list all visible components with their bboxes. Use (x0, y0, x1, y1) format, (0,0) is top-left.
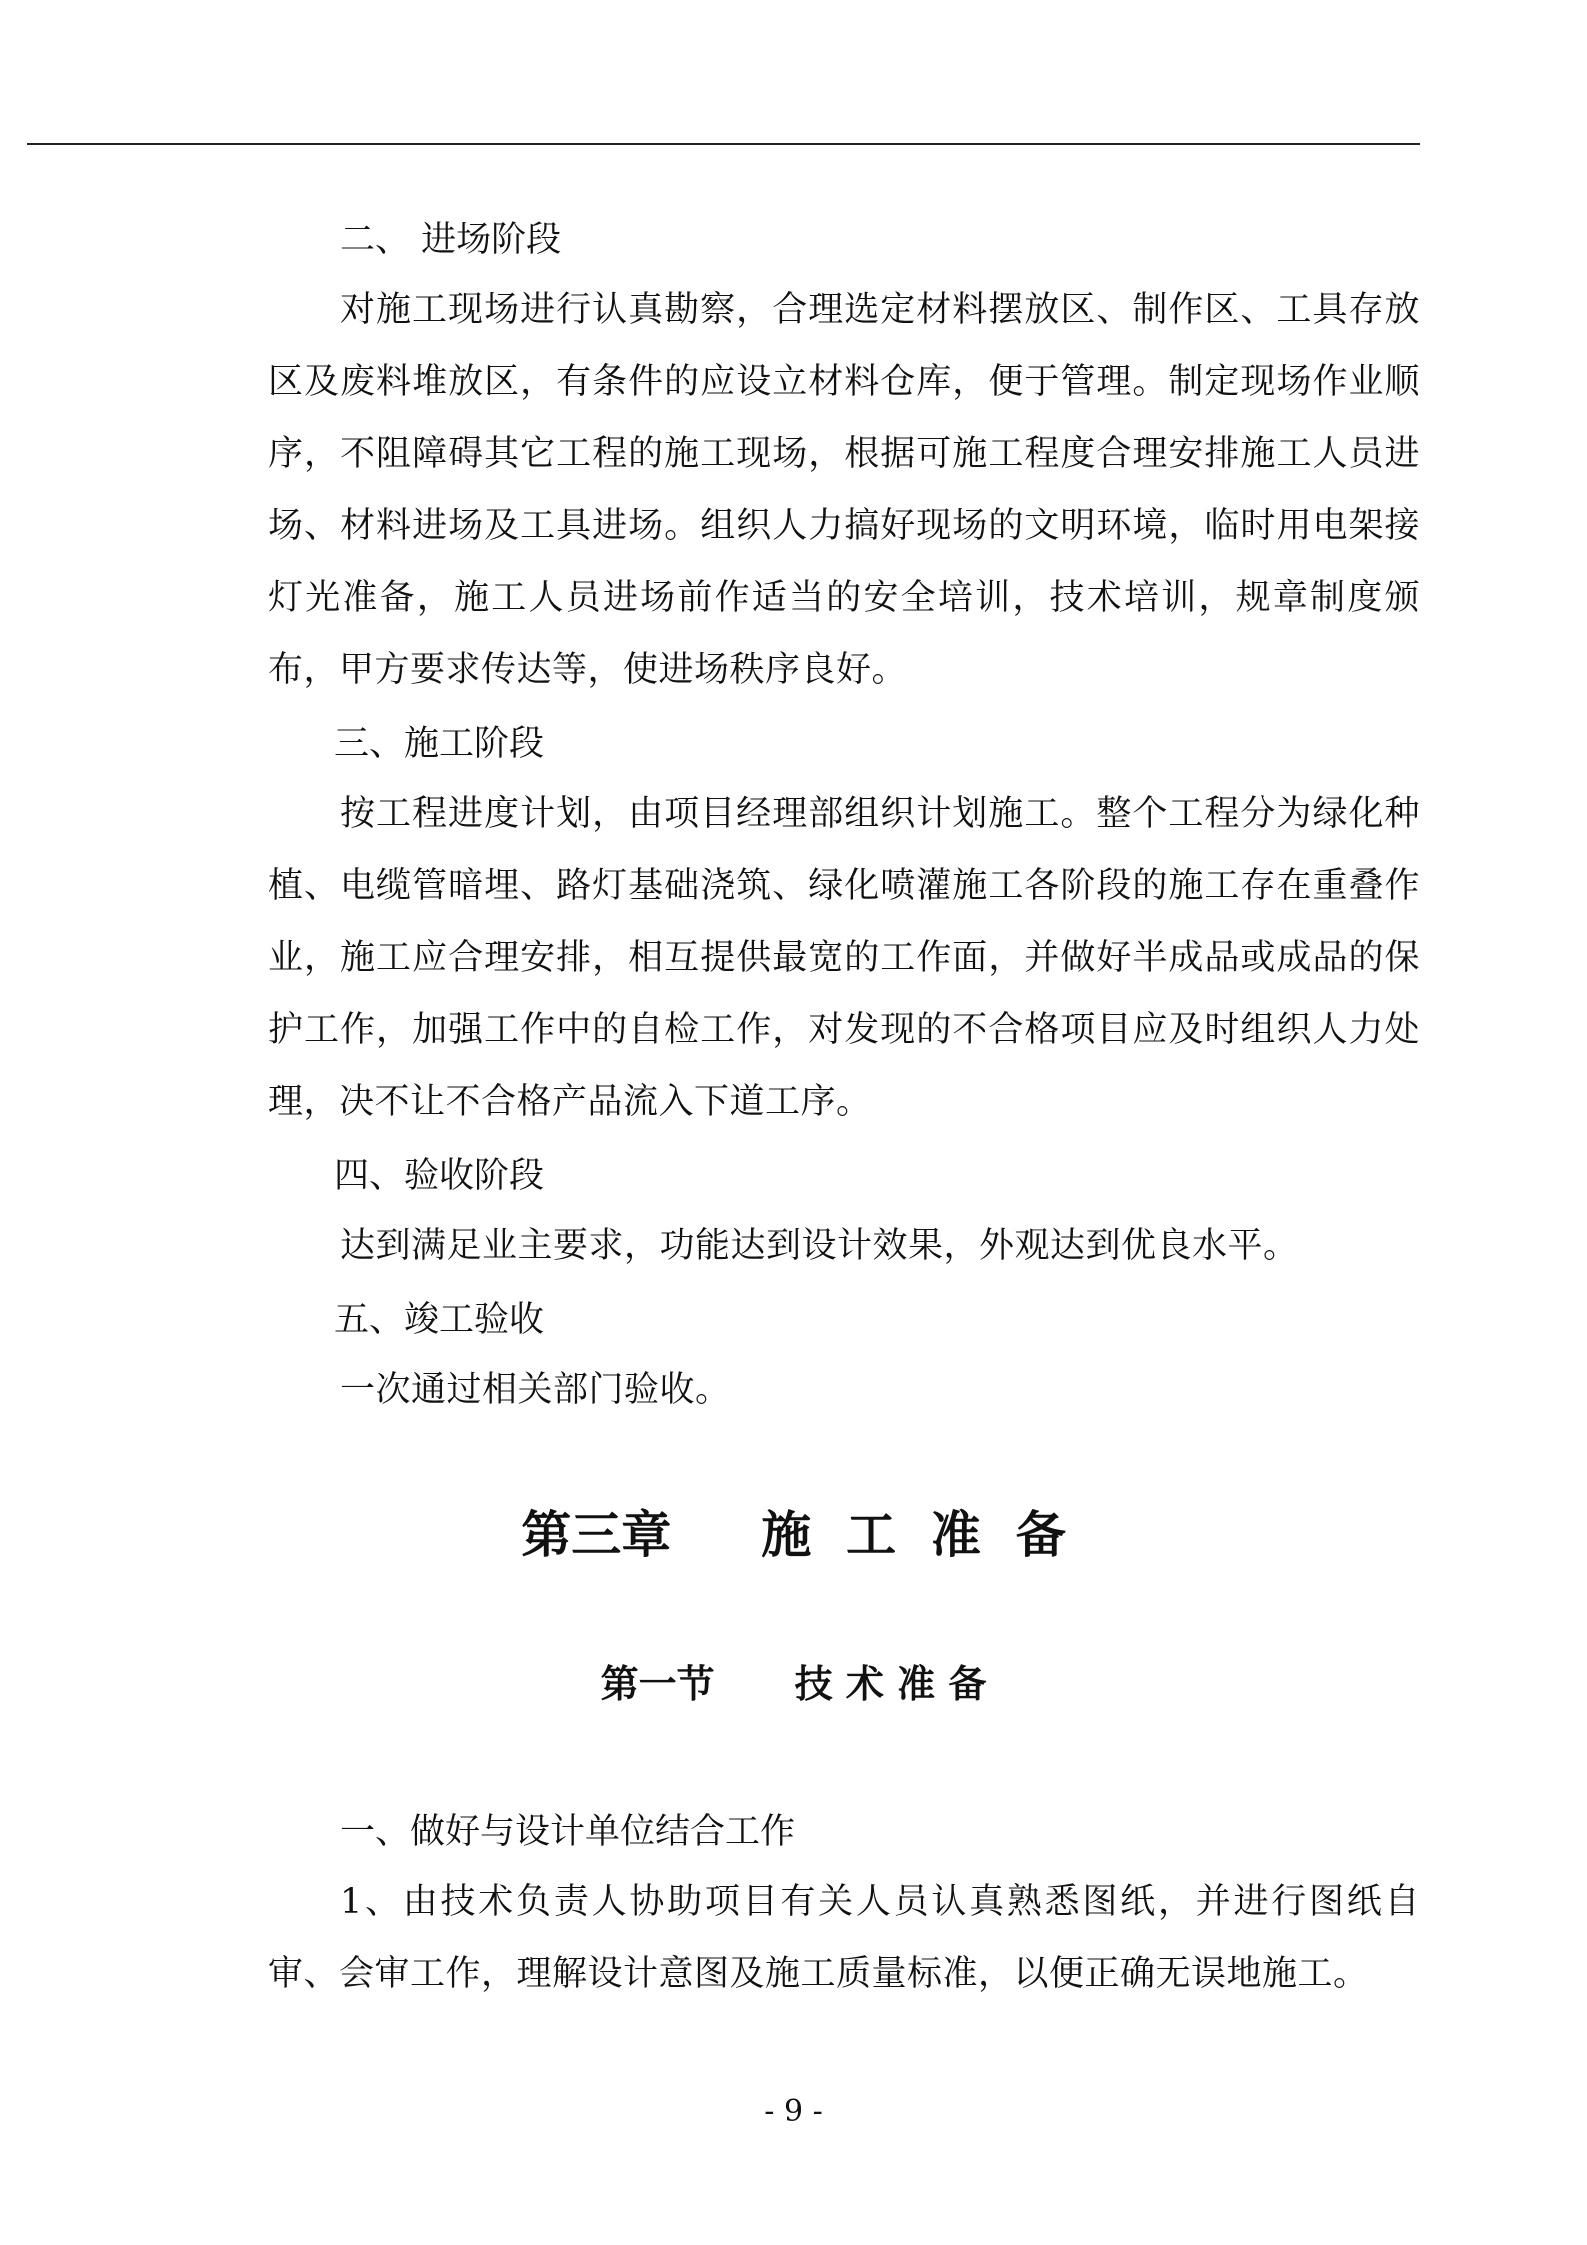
chapter-name: 施 工 准 备 (761, 1505, 1066, 1564)
paragraph-acceptance-stage: 达到满足业主要求，功能达到设计效果，外观达到优良水平。 (340, 1226, 1299, 1266)
paragraph-entry-stage: 对施工现场进行认真勘察，合理选定材料摆放区、制作区、工具存放区及废料堆放区，有条件的应设立材料仓库，便于管理。制定现场作业顺序，不阻障碍其它工程的施工现场，根据可施工程度合理安排施工人员进场、材料进场及工具进场。组织人力搞好现场的文明环境，临时用电架接灯光准备，施工人员进场前作适当的安全培训，技术培训，规章制度颁布，甲方要求传达等，使进场秩序良好。 (268, 290, 1420, 690)
page-number: - 9 - (764, 2094, 823, 2129)
heading-acceptance-stage: 四、验收阶段 (334, 1156, 545, 1196)
section-name: 技 术 准 备 (794, 1661, 987, 1706)
chapter-title (0, 1505, 1587, 1565)
section-title (0, 1660, 1587, 1708)
header-rule (27, 143, 1420, 145)
paragraph-design-coordination: 1、由技术负责人协助项目有关人员认真熟悉图纸，并进行图纸自审、会审工作，理解设计意图及施工质量标准，以便正确无误地施工。 (268, 1882, 1420, 1994)
paragraph-completion-acceptance: 一次通过相关部门验收。 (340, 1370, 731, 1410)
chapter-number: 第三章 (521, 1505, 672, 1564)
heading-entry-stage: 二、 进场阶段 (340, 220, 562, 260)
section-number: 第一节 (600, 1661, 715, 1706)
heading-completion-acceptance: 五、竣工验收 (334, 1300, 545, 1340)
heading-construction-stage: 三、施工阶段 (334, 724, 545, 764)
paragraph-construction-stage: 按工程进度计划，由项目经理部组织计划施工。整个工程分为绿化种植、电缆管暗埋、路灯基础浇筑、绿化喷灌施工各阶段的施工存在重叠作业，施工应合理安排，相互提供最宽的工作面，并做好半成品或成品的保护工作，加强工作中的自检工作，对发现的不合格项目应及时组织人力处理，决不让不合格产品流入下道工序。 (268, 794, 1420, 1122)
heading-design-coordination: 一、做好与设计单位结合工作 (340, 1812, 796, 1852)
